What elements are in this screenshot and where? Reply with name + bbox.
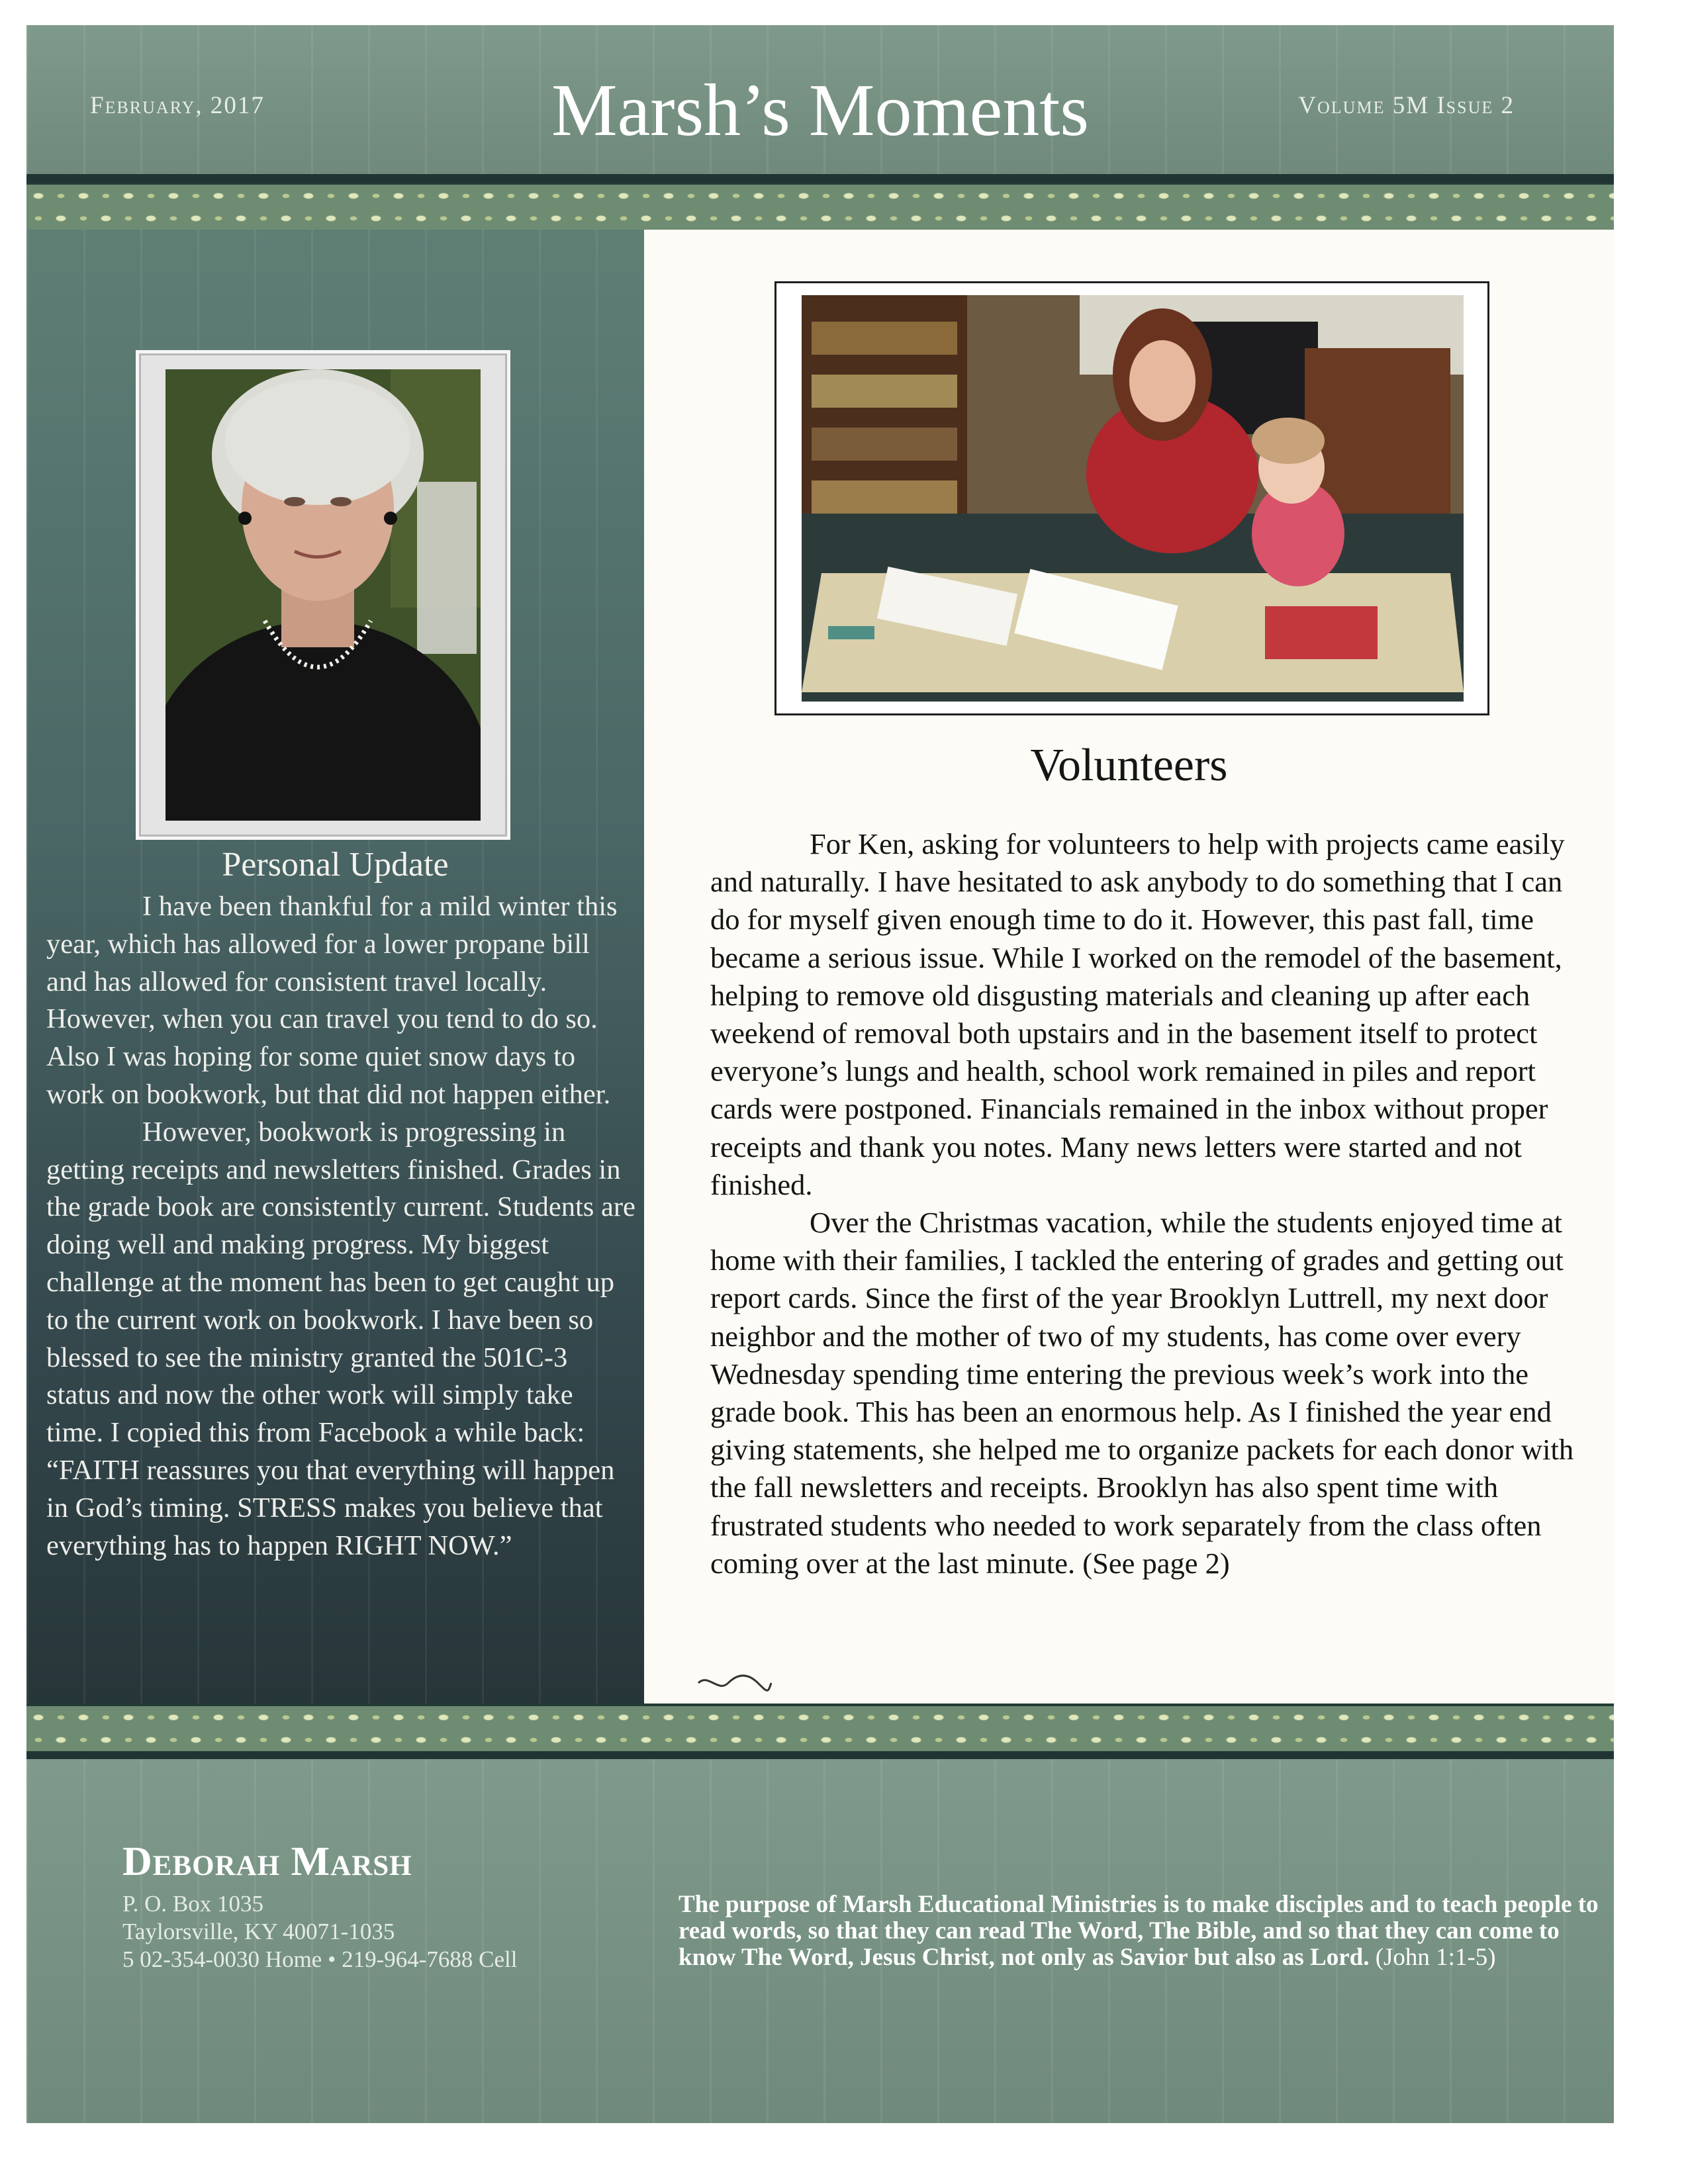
portrait-illustration [165,369,481,821]
chain-border-bottom [26,1704,1614,1754]
contact-block [122,1890,518,1974]
issue-date: February, 2017 [90,92,265,119]
address-line: Taylorsville, KY 40071-1035 [122,1919,395,1944]
chain-border-top [26,182,1614,232]
photo-illustration [802,295,1464,702]
footer [26,1759,1614,2123]
sidebar-personal-update [26,230,644,1704]
flourish-ornament [695,1673,774,1693]
paragraph: For Ken, asking for volunteers to help with projects came easily and naturally. I have hesitated to ask anybody to do something that I can do for myself given enough time to do it. However, this past fall, time became a serious issue. While I worked on the remodel of the basement, helping to remove old disgusting materials and cleaning up after each weekend of removal both upstairs and in the basement itself to protect everyone’s lungs and health, school work remained in piles and report cards were postponed. Financials remained in the inbox without proper receipts and thank you notes. Many news letters were started and not finished. [710,827,1565,1201]
mission-text: The purpose of Marsh Educational Ministries is to make disciples and to teach people to read words, so that they can read The Word, The Bible, and so that they can come to know The Word, Jesus Christ, not only as Savior but also as Lord. [679,1891,1599,1971]
newsletter-title: Marsh’s Moments [551,69,1089,152]
phone-line: 5 02-354-0030 Home • 219-964-7688 Cell [122,1946,518,1972]
scripture-reference: (John 1:1-5) [1375,1944,1496,1971]
masthead [26,25,1614,174]
footer-rule [26,1751,1614,1759]
portrait-frame [136,350,510,840]
photo-frame [774,281,1489,715]
volunteers-heading: Volunteers [1030,740,1228,791]
volunteers-body [710,825,1597,1582]
volume-issue: Volume 5M Issue 2 [1298,92,1515,119]
volunteers-article [644,230,1614,1704]
author-name: Deborah Marsh [122,1839,412,1884]
personal-update-heading: Personal Update [222,846,449,884]
volunteers-photo [802,295,1464,702]
personal-update-body [46,888,635,1565]
address-line: P. O. Box 1035 [122,1891,263,1917]
masthead-rule [26,174,1614,182]
mission-statement [679,1891,1599,1971]
portrait-photo [165,369,481,821]
paragraph: I have been thankful for a mild winter this year, which has allowed for a lower propane bill and has allowed for consistent travel locally. However, when you can travel you tend to do so. Also I was hoping for some quiet snow days to work on bookwork, but that did not happen either. [46,891,618,1110]
newsletter-page [26,25,1614,2123]
paragraph: Over the Christmas vacation, while the students enjoyed time at home with their families, I tackled the entering of grades and getting out report cards. Since the first of the year Brooklyn Luttrell, my next door neighbor and the mother of two of my students, has come over every Wednesday spending time entering the previous week’s work into the grade book. This has been an enormous help. As I finished the year end giving statements, she helped me to organize packets for each donor with the fall newsletters and receipts. Brooklyn has also spent time with frustrated students who needed to work separately from the class often coming over at the last minute. (See page 2) [710,1206,1574,1580]
paragraph: However, bookwork is progressing in getting receipts and newsletters finished. Grades in the grade book are consistently current. Students are doing well and making progress. My biggest challenge at the moment has been to get caught up to the current work on bookwork. I have been so blessed to see the ministry granted the 501C-3 status and now the other work will simply take time. I copied this from Facebook a while back: “FAITH reassures you that everything will happen in God’s timing. STRESS makes you believe that everything has to happen RIGHT NOW.” [46,1116,635,1561]
